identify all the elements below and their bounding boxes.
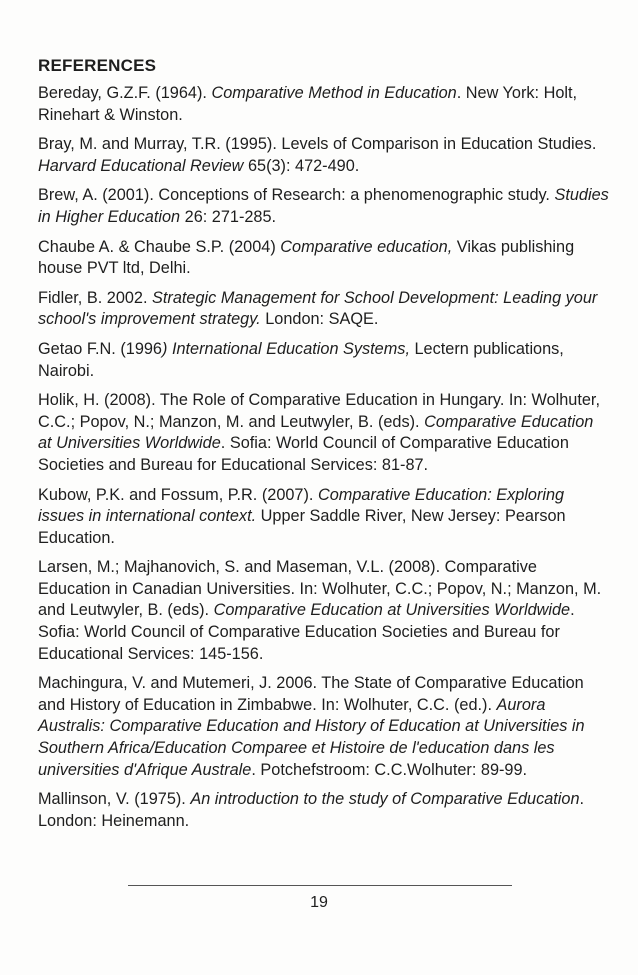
reference-entry bbox=[38, 485, 610, 550]
reference-entry bbox=[38, 237, 610, 280]
references-section bbox=[38, 55, 610, 840]
reference-entry bbox=[38, 185, 610, 228]
reference-text: Larsen, M.; Majhanovich, S. and Maseman, V.L. (2008). Comparative Education in Canadian Universities. In: Wolhuter, C.C.; Popov, N.; Manzon, M. and Leutwyler, B. (eds). bbox=[38, 558, 602, 620]
reference-text: Holik, H. (2008). The Role of Comparative Education in Hungary. In: Wolhuter, C.C.; Popov, N.; Manzon, M. and Leutwyler, B. (eds). bbox=[38, 391, 600, 431]
reference-entry bbox=[38, 83, 610, 126]
reference-entry bbox=[38, 789, 610, 832]
reference-text: 26: 271-285. bbox=[180, 207, 277, 226]
reference-entry bbox=[38, 288, 610, 331]
reference-text: Bereday, G.Z.F. (1964). bbox=[38, 84, 212, 102]
reference-title: Strategic Management for School Development: Leading your school's improvement strategy. bbox=[38, 288, 598, 329]
reference-text: Lectern publications, Nairobi. bbox=[38, 339, 564, 380]
reference-text: Mallinson, V. (1975). bbox=[38, 790, 191, 809]
reference-text: Bray, M. and Murray, T.R. (1995). Levels of Comparison in Education Studies. bbox=[38, 135, 597, 154]
reference-list bbox=[38, 83, 610, 832]
reference-title: Comparative Education at Universities Worldwide bbox=[38, 412, 594, 453]
reference-text: Fidler, B. 2002. bbox=[38, 288, 153, 307]
reference-text: Vikas publishing house PVT ltd, Delhi. bbox=[38, 237, 575, 278]
reference-text: London: SAQE. bbox=[260, 310, 379, 329]
reference-title: An introduction to the study of Comparative Education bbox=[190, 790, 580, 809]
reference-title: Harvard Educational Review bbox=[38, 156, 244, 175]
reference-text: Getao F.N. (1996 bbox=[38, 339, 162, 358]
reference-text: 65(3): 472-490. bbox=[243, 156, 360, 175]
footer-rule bbox=[128, 885, 512, 886]
reference-title: Aurora Australis: Comparative Education and History of Education at Universities in Southern Africa/Education Comparee et Histoire de l'education dans les universities d'Afrique Australe bbox=[38, 695, 585, 779]
reference-text: Machingura, V. and Mutemeri, J. 2006. The State of Comparative Education and History of Education in Zimbabwe. In: Wolhuter, C.C. (ed.). bbox=[38, 674, 584, 714]
reference-title: Comparative Education at Universities Worldwide bbox=[213, 601, 571, 620]
reference-entry bbox=[38, 339, 610, 382]
reference-text: Upper Saddle River, New Jersey: Pearson Education. bbox=[38, 507, 566, 547]
reference-title: Comparative education, bbox=[280, 237, 453, 256]
reference-text: Brew, A. (2001). Conceptions of Research: a phenomenographic study. bbox=[38, 186, 555, 205]
reference-text: . London: Heinemann. bbox=[38, 790, 585, 830]
reference-text: . Sofia: World Council of Comparative Education Societies and Bureau for Educational Services: 81-87. bbox=[38, 434, 569, 474]
reference-text: Chaube A. & Chaube S.P. (2004) bbox=[38, 237, 281, 256]
reference-text: Kubow, P.K. and Fossum, P.R. (2007). bbox=[38, 485, 318, 504]
reference-entry bbox=[38, 673, 610, 781]
reference-title: Comparative Method in Education bbox=[211, 84, 457, 102]
reference-entry bbox=[38, 134, 610, 177]
reference-title: Studies in Higher Education bbox=[38, 186, 609, 226]
reference-text: . Potchefstroom: C.C.Wolhuter: 89-99. bbox=[251, 760, 528, 779]
reference-title: ) International Education Systems, bbox=[162, 339, 410, 358]
reference-text: . New York: Holt, Rinehart & Winston. bbox=[38, 84, 578, 124]
reference-title: Comparative Education: Exploring issues in international context. bbox=[38, 485, 565, 526]
reference-text: . Sofia: World Council of Comparative Education Societies and Bureau for Educational Services: 145-156. bbox=[38, 601, 575, 663]
reference-entry bbox=[38, 557, 610, 665]
page-number: 19 bbox=[310, 894, 328, 911]
references-heading: REFERENCES bbox=[38, 56, 157, 75]
reference-entry bbox=[38, 390, 610, 476]
